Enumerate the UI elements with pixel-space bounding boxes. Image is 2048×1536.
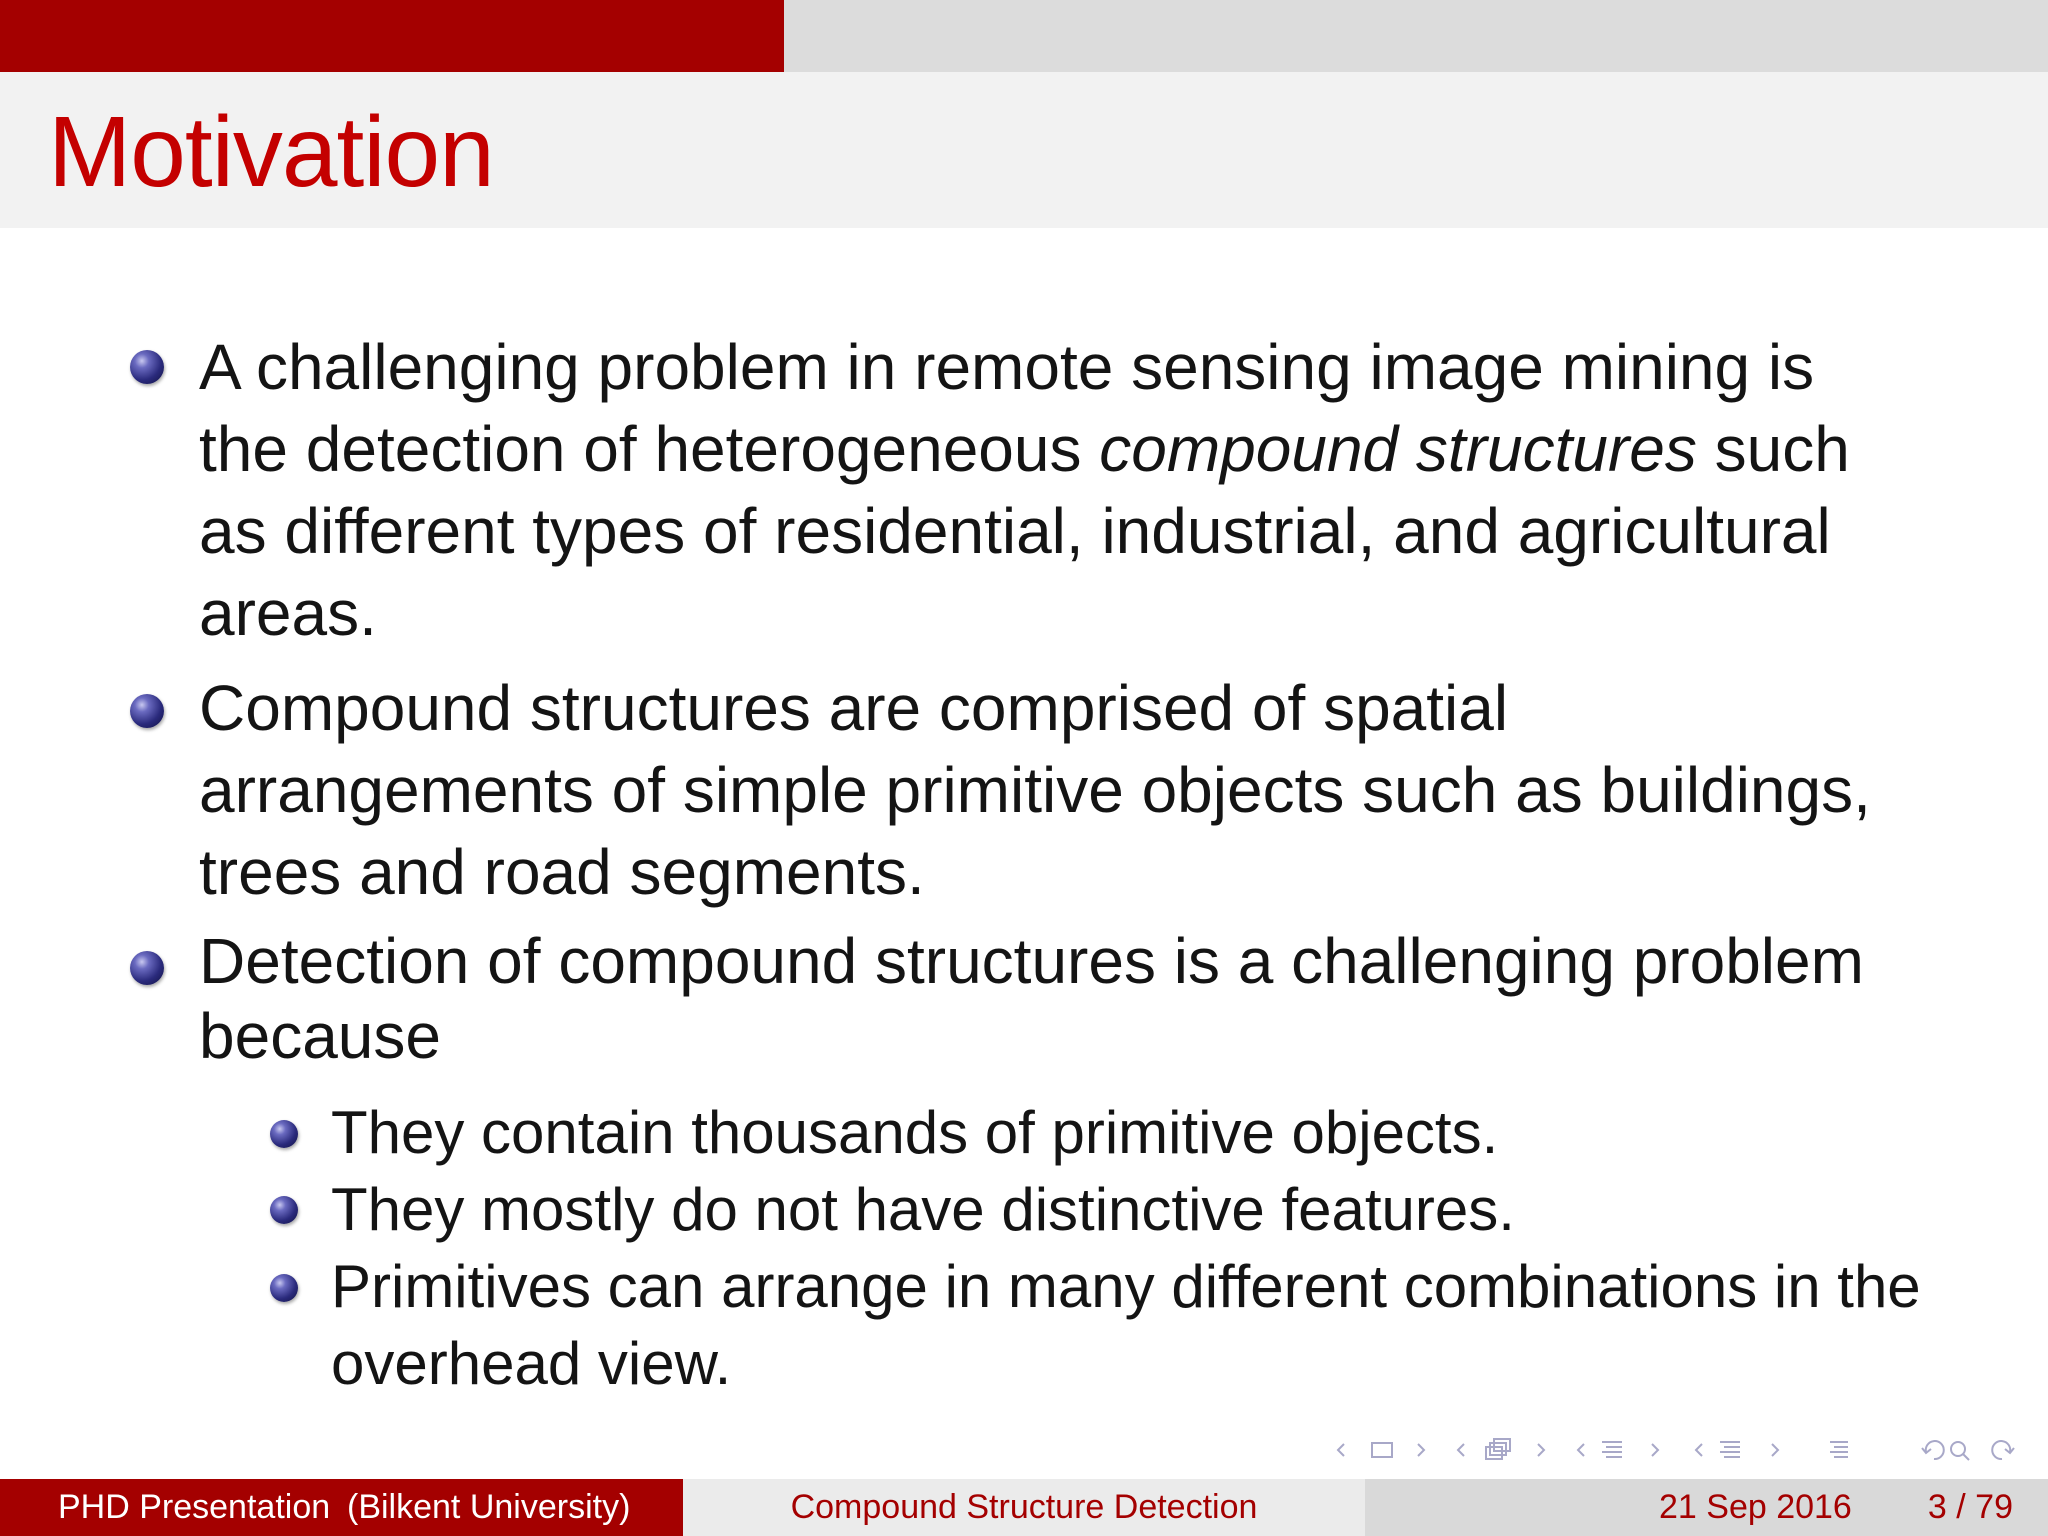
- bullet-line: areas.: [199, 577, 377, 649]
- bullet-text: [199, 924, 1999, 1074]
- footer-title: Compound Structure Detection: [790, 1488, 1258, 1526]
- page-number: 3 / 79: [1927, 1488, 2013, 1526]
- bullet-line: A challenging problem in remote sensing image mining is: [199, 331, 1815, 403]
- progress-bar-track: [0, 0, 2048, 72]
- arrow-left-icon[interactable]: [1696, 1444, 1702, 1456]
- bullet-line: arrangements of simple primitive objects such as buildings,: [199, 754, 1871, 826]
- sub-bullet-text: [331, 1248, 2011, 1402]
- bullet-icon: [130, 694, 164, 728]
- bullet-line: trees and road segments.: [199, 836, 925, 908]
- bullet-line: such: [1696, 413, 1850, 485]
- bullet-line: They mostly do not have distinctive features.: [331, 1176, 1515, 1243]
- progress-bar-fill: [0, 0, 784, 72]
- bullet-icon: [130, 350, 164, 384]
- frame-icon[interactable]: [1486, 1439, 1510, 1459]
- slide-icon[interactable]: [1372, 1443, 1392, 1457]
- bullet-line: overhead view.: [331, 1330, 732, 1397]
- arrow-right-icon[interactable]: [1538, 1444, 1544, 1456]
- bullet-line: They contain thousands of primitive objects.: [331, 1099, 1499, 1166]
- redo-icon[interactable]: [1992, 1441, 2014, 1459]
- subsection-icon[interactable]: [1720, 1442, 1740, 1457]
- arrow-left-icon[interactable]: [1338, 1444, 1344, 1456]
- footer-title-panel: [683, 1479, 1365, 1536]
- arrow-right-icon[interactable]: [1418, 1444, 1424, 1456]
- section-icon[interactable]: [1602, 1442, 1622, 1457]
- outline-icon[interactable]: [1830, 1442, 1848, 1457]
- footer-institute: (Bilkent University): [347, 1488, 631, 1526]
- footer-date: 21 Sep 2016: [1659, 1488, 1852, 1526]
- slide-title: Motivation: [48, 96, 494, 208]
- arrow-left-icon[interactable]: [1458, 1444, 1464, 1456]
- bullet-line: Primitives can arrange in many different combinations in the: [331, 1253, 1921, 1320]
- footer-author-panel: [0, 1479, 683, 1536]
- navigation-symbols: [1330, 1430, 2040, 1470]
- bullet-icon: [130, 951, 164, 985]
- bullet-line: because: [199, 1000, 441, 1072]
- bullet-text: [199, 667, 1999, 913]
- arrow-left-icon[interactable]: [1578, 1444, 1584, 1456]
- sub-bullet-icon: [270, 1274, 298, 1302]
- search-icon[interactable]: [1951, 1442, 1969, 1460]
- undo-icon[interactable]: [1922, 1441, 1944, 1459]
- sub-bullet-text: [331, 1171, 2011, 1248]
- footer-date-panel: [1365, 1479, 2048, 1536]
- arrow-right-icon[interactable]: [1652, 1444, 1658, 1456]
- bullet-text: [199, 326, 1999, 654]
- emphasis-text: compound structures: [1099, 413, 1697, 485]
- navigation-bar: [1330, 1430, 2040, 1470]
- sub-bullet-text: [331, 1094, 2011, 1171]
- bullet-line: as different types of residential, industrial, and agricultural: [199, 495, 1831, 567]
- footer: [0, 1479, 2048, 1536]
- bullet-line: Detection of compound structures is a challenging problem: [199, 925, 1864, 997]
- sub-bullet-icon: [270, 1120, 298, 1148]
- sub-bullet-icon: [270, 1196, 298, 1224]
- arrow-right-icon[interactable]: [1772, 1444, 1778, 1456]
- footer-author: PHD Presentation: [58, 1488, 331, 1526]
- bullet-line: Compound structures are comprised of spatial: [199, 672, 1509, 744]
- bullet-line: the detection of heterogeneous: [199, 413, 1100, 485]
